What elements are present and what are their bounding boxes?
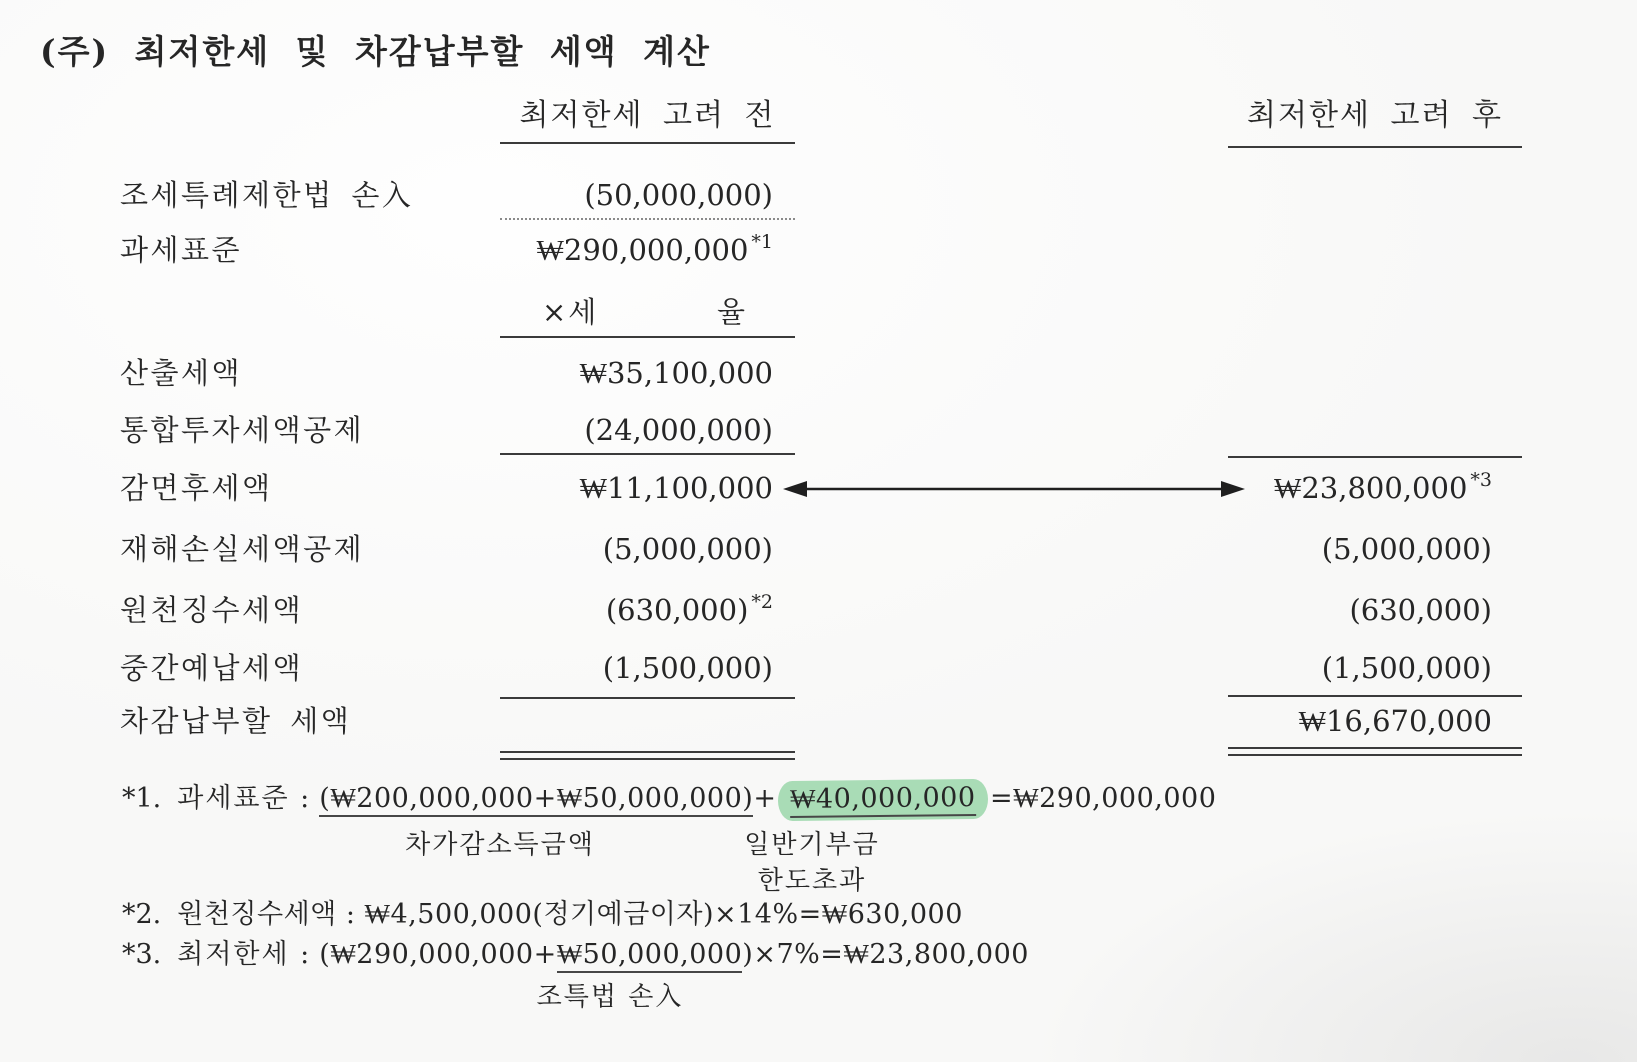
footnote-1 (122, 780, 1216, 820)
amount-before (500, 591, 795, 633)
footnote-marker: *1. (122, 783, 162, 814)
footnote-marker: *3. (122, 939, 162, 970)
footnote-2 (122, 898, 963, 932)
amount-after (1228, 469, 1522, 511)
footnote-ref: *3 (1470, 469, 1492, 491)
fn3-post: )×7%=₩23,800,000 (742, 939, 1029, 970)
amount-value: ₩290,000,000 (536, 233, 749, 267)
tax-rate-line (500, 293, 795, 331)
double-rule-total-before (500, 751, 795, 760)
table-row (0, 530, 1637, 570)
double-arrow-icon (783, 477, 1245, 501)
amount-after: (5,000,000) (1321, 532, 1492, 566)
row-label: 조세특례제한법 손入 (120, 178, 414, 212)
amount-value: ₩23,800,000 (1273, 471, 1468, 505)
amount-after: ₩16,670,000 (1298, 704, 1492, 738)
table-row-total (0, 702, 1637, 742)
row-label: 산출세액 (120, 356, 243, 390)
amount-before: (1,500,000) (602, 651, 773, 685)
tax-rate-right: 율 (716, 295, 747, 329)
table-row (0, 591, 1637, 631)
footnote-ref: *1 (751, 231, 773, 253)
fn1-sublabel-adjusted-income: 차가감소득금액 (405, 830, 595, 860)
fn1-donation-amount: ₩40,000,000 (790, 782, 976, 818)
table-row (0, 176, 1637, 216)
table-row (0, 411, 1637, 451)
amount-after: (1,500,000) (1321, 651, 1492, 685)
footnote-marker: *2. (122, 899, 162, 930)
fn1-sublabel-donation-line1: 일반기부금 (744, 830, 880, 860)
row-label: 과세표준 (120, 233, 243, 267)
row-label: 원천징수세액 (120, 593, 304, 627)
fn1-sublabel-donation-line2: 한도초과 (757, 866, 867, 896)
column-header-after-minimum-tax: 최저한세 고려 후 (1247, 98, 1503, 133)
page-title: (주) 최저한세 및 차감납부할 세액 계산 (40, 32, 711, 71)
footnote-label: 과세표준 : (177, 783, 312, 814)
amount-before: (50,000,000) (584, 178, 773, 212)
fn1-result: =₩290,000,000 (990, 783, 1217, 814)
fn3-special-loss-amount: ₩50,000,000 (557, 939, 743, 973)
row-label: 통합투자세액공제 (120, 413, 365, 447)
amount-before: (5,000,000) (602, 532, 773, 566)
rule-under-rate (500, 336, 795, 338)
table-row (0, 649, 1637, 689)
fn2-text: 원천징수세액 : ₩4,500,000(정기예금이자)×14%=₩630,000 (177, 899, 963, 930)
amount-before: ₩35,100,000 (579, 356, 773, 390)
footnote-3 (122, 938, 1029, 972)
row-label: 재해손실세액공제 (120, 532, 365, 566)
row-label: 중간예납세액 (120, 651, 304, 685)
fn1-income-group: (₩200,000,000+₩50,000,000) (319, 783, 753, 817)
rule-header-before (500, 142, 795, 144)
rule-under-prepaid-before (500, 697, 795, 699)
table-row-tax-rate (0, 293, 1637, 333)
tax-rate-left: ×세 (542, 295, 599, 329)
amount-after: (630,000) (1349, 593, 1492, 627)
double-rule-total-after (1228, 747, 1522, 756)
footnote-label: 최저한세 : (177, 939, 312, 970)
row-label: 차감납부할 세액 (120, 704, 352, 738)
amount-value: (630,000) (605, 593, 749, 627)
rule-under-credit (500, 453, 795, 455)
amount-before: (24,000,000) (584, 413, 773, 447)
fn3-sublabel-special-law-loss: 조특법 손入 (536, 982, 684, 1012)
rule-under-prepaid-after (1228, 695, 1522, 697)
fn1-plus: + (753, 783, 777, 814)
rule-above-after-amount (1228, 456, 1522, 458)
amount-before: ₩11,100,000 (579, 471, 773, 505)
column-header-before-minimum-tax: 최저한세 고려 전 (519, 98, 776, 133)
fn3-pre: (₩290,000,000+ (319, 939, 557, 970)
row-label: 감면후세액 (120, 471, 273, 505)
highlight-marker (778, 779, 988, 821)
rule-header-after (1228, 146, 1522, 148)
rule-dotted-subtotal (500, 218, 795, 220)
table-row (0, 231, 1637, 271)
amount-before (500, 231, 795, 273)
footnote-ref: *2 (751, 591, 773, 613)
table-row (0, 354, 1637, 394)
